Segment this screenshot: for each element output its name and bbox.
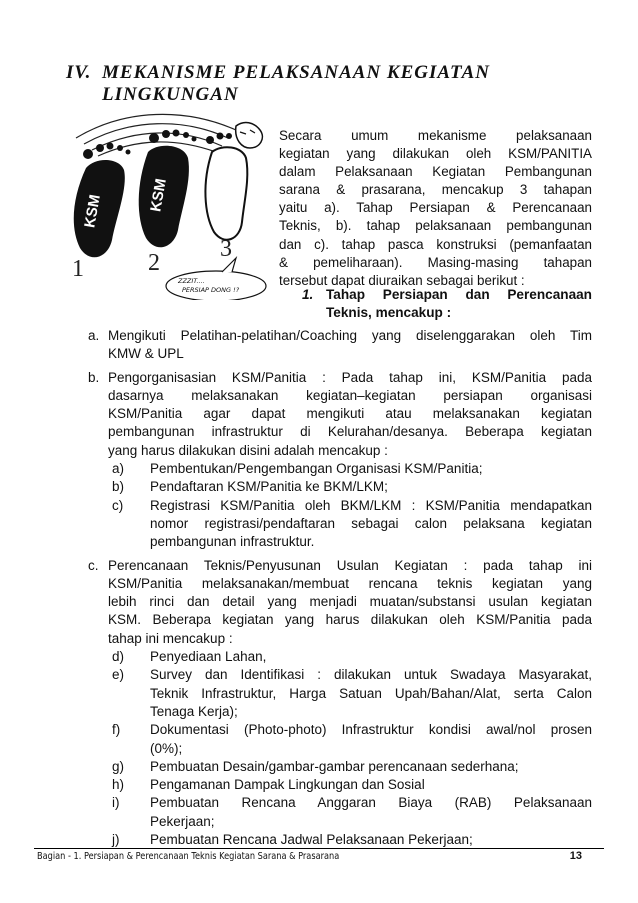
text-line: dasarnya melaksanakan kegiatan–kegiatan persiapan organisasi — [108, 387, 592, 403]
list-item-a — [88, 327, 592, 364]
sublist-label: j) — [112, 832, 120, 848]
sublist-label: f) — [112, 722, 121, 738]
intro-line: Teknis, b). tahap pelaksanaan pembangunan — [279, 218, 592, 234]
text-line: Pendaftaran KSM/Panitia ke BKM/LKM; — [150, 479, 388, 495]
list-label: a. — [88, 328, 100, 343]
section-number: IV. — [66, 62, 92, 83]
text-line: (0%); — [150, 740, 183, 756]
footprints-illustration — [36, 108, 272, 300]
page-number: 13 — [569, 850, 582, 862]
subheading — [302, 286, 592, 322]
text-line: Mengikuti Pelatihan-pelatihan/Coaching yang diselenggarakan oleh Tim — [108, 328, 592, 343]
intro-line: sarana & prasarana, mencakup 3 tahapan — [279, 182, 592, 198]
text-line: Pembuatan Desain/gambar-gambar perencanaan sederhana; — [150, 758, 519, 774]
text-line: Perencanaan Teknis/Penyusunan Usulan Kegiatan : pada tahap ini — [108, 557, 592, 573]
sublist-item — [108, 758, 592, 776]
sublist-label: g) — [112, 758, 125, 774]
sleeping-face — [236, 123, 263, 148]
sublist-item — [108, 648, 592, 666]
text-line: Pembuatan Rencana Anggaran Biaya (RAB) Pelaksanaan — [150, 795, 592, 811]
text-line: Pengorganisasian KSM/Panitia : Pada tahap ini, KSM/Panitia pada — [108, 369, 592, 385]
speech-bubble — [166, 258, 266, 300]
speech-text-2: PERSIAP DONG !? — [182, 286, 240, 294]
sublist-label: h) — [112, 777, 125, 793]
footprint-1 — [74, 160, 125, 257]
text-line: lebih rinci dan detail yang menjadi muatan/substansi usulan kegiatan — [108, 594, 592, 610]
intro-line: yaitu a). Tahap Persiapan & Perencanaan — [279, 200, 592, 216]
text-line: Pembentukan/Pengembangan Organisasi KSM/Panitia; — [150, 461, 483, 477]
text-line: Penyediaan Lahan, — [150, 649, 267, 665]
text-line: KSM/Panitia agar dapat mengikuti atau melaksanakan kegiatan — [108, 406, 592, 422]
list-label: b. — [88, 369, 100, 385]
intro-line: dalam Pelaksanaan Kegiatan Pembangunan — [279, 164, 592, 180]
section-title-line1: MEKANISME PELAKSANAAN KEGIATAN — [102, 62, 490, 83]
speech-text-1: ZZZIT.... — [178, 277, 205, 285]
text-line: Pekerjaan; — [150, 813, 215, 829]
sublist-item — [108, 794, 592, 831]
sublist-item — [108, 478, 592, 496]
intro-line: Secara umum mekanisme pelaksanaan — [279, 128, 592, 143]
foot-label-1: KSM — [81, 193, 104, 230]
sublist-item — [108, 497, 592, 552]
text-line: Pengamanan Dampak Lingkungan dan Sosial — [150, 777, 425, 793]
text-line: nomor registrasi/pendaftaran sebagai calon pelaksana kegiatan — [150, 515, 592, 531]
text-line: Tenaga Kerja); — [150, 703, 238, 719]
sublist-label: a) — [112, 461, 125, 477]
text-line: Teknik Infrastruktur, Harga Satuan Upah/Bahan/Alat, serta Calon — [150, 685, 592, 701]
subheading-line2: Teknis, mencakup : — [326, 305, 452, 320]
text-line: Dokumentasi (Photo-photo) Infrastruktur kondisi awal/nol prosen — [150, 722, 592, 738]
step-number-1: 1 — [72, 256, 84, 282]
intro-line: & pemeliharaan). Masing-masing tahapan — [279, 254, 592, 270]
body-list — [88, 327, 592, 854]
intro-line: tersebut dapat diuraikan sebagai berikut : — [279, 272, 525, 288]
list-label: c. — [88, 557, 99, 573]
sublist-label: b) — [112, 479, 125, 495]
intro-paragraph — [279, 127, 592, 290]
text-line: KSM/Panitia melaksanakan/membuat rencana teknis kegiatan yang — [108, 575, 592, 591]
list-item-c — [88, 557, 592, 850]
text-line: KSM. Beberapa kegiatan yang harus dilakukan oleh KSM/Panitia pada — [108, 612, 592, 628]
text-line: pembangunan infrastruktur. — [150, 534, 315, 550]
text-line: Pembuatan Rencana Jadwal Pelaksanaan Pekerjaan; — [150, 832, 473, 848]
sublist-item — [108, 831, 592, 849]
sublist-item — [108, 721, 592, 758]
list-item-b — [88, 369, 592, 552]
intro-line: kegiatan yang dilakukan oleh KSM/PANITIA — [279, 146, 592, 162]
sublist-item — [108, 666, 592, 721]
footer-text: Bagian - 1. Persiapan & Perencanaan Teknis Kegiatan Sarana & Prasarana — [37, 851, 340, 862]
sublist-item — [108, 460, 592, 478]
foot-label-2: KSM — [147, 177, 170, 214]
text-line: Registrasi KSM/Panitia oleh BKM/LKM : KSM/Panitia mendapatkan — [150, 497, 592, 513]
subheading-line1: Tahap Persiapan dan Perencanaan — [326, 287, 592, 302]
sublist-label: d) — [112, 649, 125, 665]
sublist-label: i) — [112, 795, 120, 811]
subheading-number: 1. — [302, 287, 314, 302]
sublist-label: e) — [112, 667, 125, 683]
intro-line: dan c). tahap pasca konstruksi (pemanfaatan — [279, 236, 592, 252]
section-title — [66, 62, 586, 106]
step-number-2: 2 — [148, 250, 160, 276]
footer-divider — [34, 848, 604, 849]
step-number-3: 3 — [220, 236, 232, 262]
text-line: KMW & UPL — [108, 346, 184, 362]
text-line: pembangunan infrastruktur di Kelurahan/desanya. Beberapa kegiatan — [108, 424, 592, 440]
text-line: yang harus dilakukan disini adalah mencakup : — [108, 442, 388, 458]
text-line: Survey dan Identifikasi : dilakukan untuk Swadaya Masyarakat, — [150, 667, 592, 683]
sublist-label: c) — [112, 497, 124, 513]
text-line: tahap ini mencakup : — [108, 630, 233, 646]
section-title-line2: LINGKUNGAN — [102, 84, 239, 105]
footprint-2 — [139, 146, 189, 248]
sublist-item — [108, 776, 592, 794]
